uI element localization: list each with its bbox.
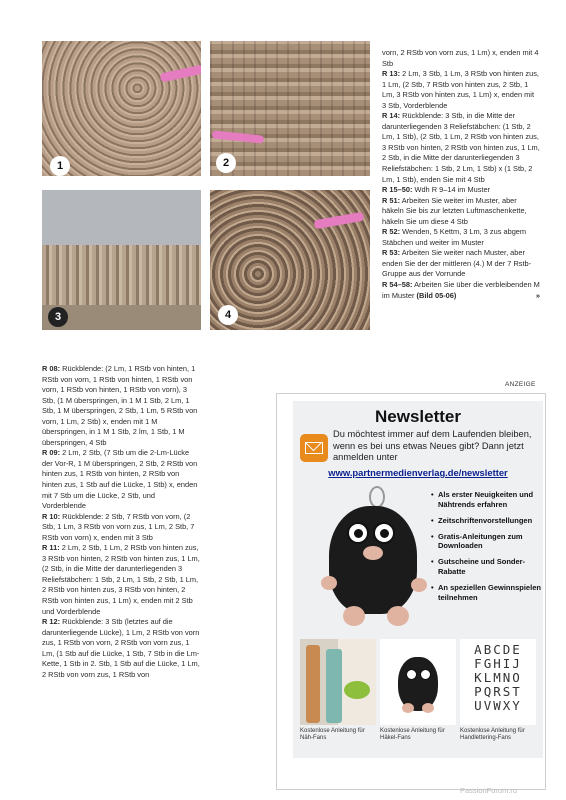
newsletter-ad	[293, 401, 543, 758]
photo-number-badge: 2	[216, 153, 236, 173]
instruction-row: R 15–50: Wdh R 9–14 im Muster	[382, 185, 491, 195]
benefit-item: • Zeitschriftenvorstellungen	[431, 516, 543, 526]
instructions-left-column	[42, 364, 200, 680]
ad-title: Newsletter	[375, 407, 461, 426]
benefit-list	[431, 490, 543, 609]
instruction-row: R 11: 2 Lm, 2 Stb, 1 Lm, 2 RStb von hinten zus, 3 RStb von hinten, 2 RStb von hinten zus, 1 Lm, (2 Stb, in die Mitte der darunterliegenden 3 Reliefstäbchen: 1 Stb, 2 Lm, 1 Stb, 2 Stb, 1 Lm, 2 RStb von hinten zus, 3 RStb von hinten, 2 RStb von hinten zus, 1 Lm) x, enden mit 2 Stb und Vorderblende	[42, 543, 200, 616]
eye-icon	[347, 522, 369, 544]
benefit-item: • Als erster Neuigkeiten und Nähtrends erfahren	[431, 490, 543, 509]
instruction-row: R 08: Rückblende: (2 Lm, 1 RStb von hinten, 1 RStb von vorn, 1 RStb von hinten, 1 RStb von vorn, 1 RStb von hinten, 1 RStb von vorn), 3 Stb, (1 M überspringen, in 1 M 1 Stb, 2 Lm, 1 Stb, 1 M überspringen, 2 Stb, 1 Lm, 5 RStb von vorn, 1 Lm, 2 Stb) x, enden mit 1 M überspringen, in 1 M 1 Stb, 2 lm, 1 Stb, 1 M überspringen, 4 Stb	[42, 364, 198, 447]
photo-step-3	[42, 190, 201, 330]
tag-icon	[344, 681, 370, 699]
benefit-item: • An speziellen Gewinnspielen teilnehmen	[431, 583, 543, 602]
eye-icon	[373, 522, 395, 544]
ad-intro: Du möchtest immer auf dem Laufenden bleiben, wenn es bei uns etwas Neues gibt? Dann jetzt anmelden unter	[333, 429, 532, 462]
thumb-crochet[interactable]	[380, 639, 456, 725]
instruction-row: R 14: Rückblende: 3 Stb, in die Mitte der darunterliegenden 3 Reliefstäbchen: (1 Stb, 2 Lm, 1 Stb), (2 Stb, 1 Lm, 2 RStb von hinten zus, 3 RStb von hinten, 2 RStb von hinten zus, 1 Lm, 2 Stb, in die Mitte der darunterliegenden 3 Reliefstäbchen: 1 Stb, 2 Lm, 1 Stb) x (1 Stb, 2 Lm, 1 Stb), enden Sie mit 4 Stb	[382, 111, 540, 184]
ad-label: ANZEIGE	[505, 381, 536, 388]
continue-arrow-icon: »	[535, 290, 540, 300]
benefit-item: • Gutscheine und Sonder-Rabatte	[431, 557, 543, 576]
newsletter-link[interactable]: www.partnermedienverlag.de/newsletter	[328, 467, 508, 478]
photo-number-badge: 3	[48, 307, 68, 327]
instruction-row: R 52: Wenden, 5 Kettm, 3 Lm, 3 zus abgem Stäbchen und weiter im Muster	[382, 227, 527, 247]
thumb-lettering[interactable]	[460, 639, 536, 725]
watermark: PassionForum.ru	[460, 786, 518, 795]
instructions-right-column	[382, 48, 540, 301]
crochet-hook-icon	[160, 65, 201, 83]
eye-icon	[406, 669, 417, 680]
instruction-row: R 53: Arbeiten Sie weiter nach Muster, aber enden Sie der der mittleren (4.) M der 7 Rstb-Gruppe aus der Vorrunde	[382, 248, 532, 279]
photo-step-2	[210, 41, 370, 176]
instruction-row: R 13: 2 Lm, 3 Stb, 1 Lm, 3 RStb von hinten zus, 1 Lm, (2 Stb, 7 RStb von hinten zus, 2 Stb, 1 Lm, 3 RStb von hinten zus, 1 Lm) x, enden mit 3 Stb, Vorderblende	[382, 69, 539, 110]
instruction-row: R 51: Arbeiten Sie weiter im Muster, aber häkeln Sie bis zur letzten Luftmaschenkette, häkeln Sie um diese 4 Stb	[382, 195, 527, 226]
thumb-caption: Kostenlose Anleitung für Handlettering-Fans	[460, 728, 525, 742]
lettering-row: PQRST	[474, 684, 522, 699]
photo-step-1	[42, 41, 201, 176]
eye-icon	[420, 669, 431, 680]
instruction-row: R 09: 2 Lm, 2 Stb, (7 Stb um die 2-Lm-Lücke der Vor-R, 1 M überspringen, 2 Stb, 2 RStb von hinten zus, 1 RStb von hinten, 2 RStb von hinten zus, 1 Stb auf die Lücke, 1 Stb) x, enden mit 7 Stb um die Lücke, 2 Stb, und Vorderblende	[42, 448, 198, 511]
instruction-row: R 54–58: Arbeiten Sie über die verbleibenden M im Muster (Bild 05-06) »	[382, 280, 540, 300]
lettering-row: UVWXY	[474, 698, 522, 713]
mail-icon	[300, 434, 328, 462]
lettering-row: KLMNO	[474, 670, 522, 685]
thumb-caption: Kostenlose Anleitung für Häkel-Fans	[380, 728, 445, 742]
lettering-row: FGHIJ	[474, 656, 522, 671]
benefit-item: • Gratis-Anleitungen zum Downloaden	[431, 532, 543, 551]
crochet-hook-icon	[212, 130, 265, 143]
image-reference: (Bild 05-06)	[416, 290, 457, 300]
crochet-hook-icon	[314, 212, 365, 230]
instruction-row: R 12: Rückblende: 3 Stb (letztes auf die darunterliegende Lücke), 1 Lm, 2 RStb von vorn zus, 1 RStb von vorn, 2 RStb von vorn zus, 1 Lm, (1 Stb auf die Lücke, 1 Stb, 7 Stb in die Lm-Kette, 1 Stb in 2. Stb, 1 Stb auf die Lücke, 1 Lm, 2 RStb von vorn zus, 1 RStb von	[42, 617, 200, 679]
thumb-sewing[interactable]	[300, 639, 376, 725]
instruction-row: vorn, 2 RStb von vorn zus, 1 Lm) x, enden mit 4 Stb	[382, 48, 539, 68]
mole-keychain-image	[307, 484, 439, 634]
lettering-row: ABCDE	[474, 642, 522, 657]
thumb-caption: Kostenlose Anleitung für Näh-Fans	[300, 728, 365, 742]
photo-step-4	[210, 190, 370, 330]
photo-number-badge: 4	[218, 305, 238, 325]
photo-number-badge: 1	[50, 156, 70, 176]
instruction-row: R 10: Rückblende: 2 Stb, 7 RStb von vorn, (2 Stb, 1 Lm, 3 RStb von vorn zus, 1 Lm, 2 Stb, 7 RStb von vorn) x, enden mit 3 Stb	[42, 511, 195, 542]
